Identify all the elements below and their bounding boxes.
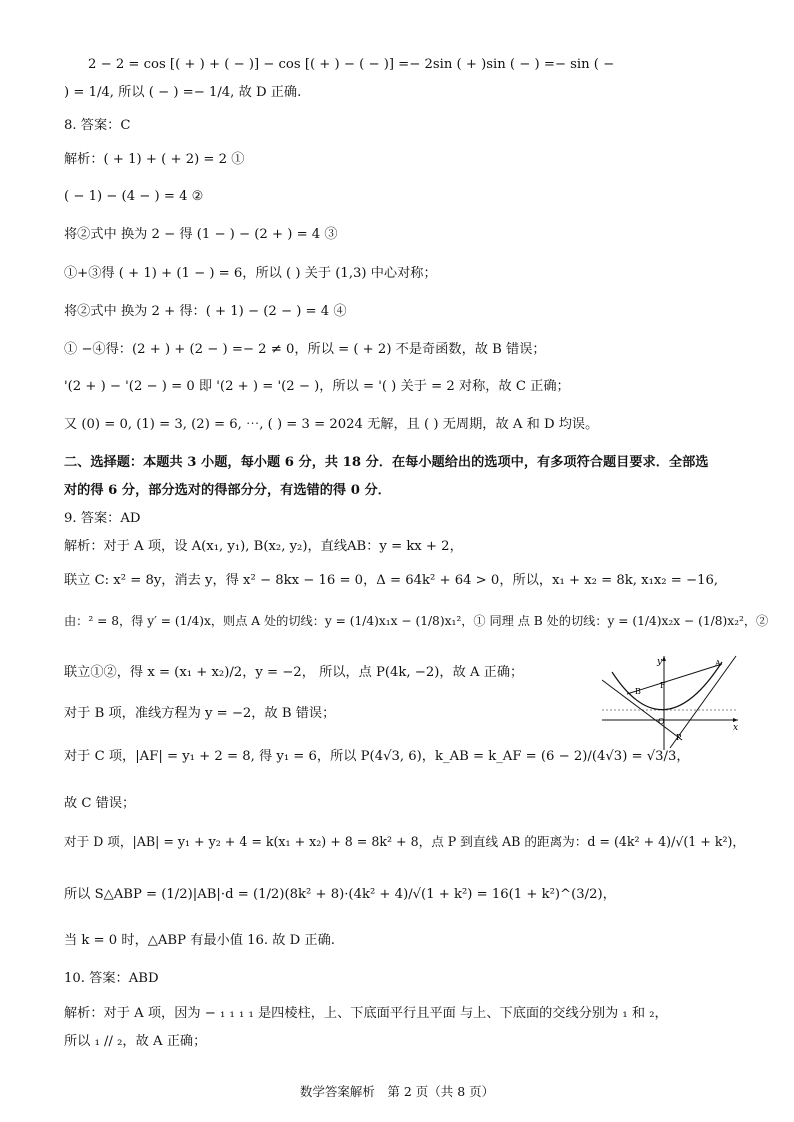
line-9: ① −④得：(2 + ) + (2 − ) =− 2 ≠ 0，所以 = ( + 2) 不是奇函数，故 B 错误； xyxy=(64,342,546,357)
page-footer: 数学答案解析 第 2 页（共 8 页） xyxy=(299,1084,495,1099)
point-O: O xyxy=(658,717,665,726)
line-7: ①+③得 ( + 1) + (1 − ) = 6，所以 ( ) 关于 (1,3) 中心对称； xyxy=(64,266,437,281)
line-15: 解析：对于 A 项，设 A(x₁, y₁), B(x₂, y₂)，直线AB：y = kx + 2， xyxy=(64,539,463,554)
point-A: A xyxy=(715,659,721,668)
parabola-figure xyxy=(602,652,742,752)
line-23: 所以 S△ABP = (1/2)|AB|·d = (1/2)(8k² + 8)·(4k² + 4)/√(1 + k²) = 16(1 + k²)^(3/2)， xyxy=(64,887,616,902)
section-heading-2: 对的得 6 分，部分选对的得部分分，有选错的得 0 分． xyxy=(64,483,391,498)
section-heading-1: 二、选择题：本题共 3 小题，每小题 6 分，共 18 分．在每小题给出的选项中，有多项符合题目要求．全部选 xyxy=(64,455,709,470)
line-16: 联立 C: x² = 8y，消去 y，得 x² − 8kx − 16 = 0，Δ = 64k² + 64 > 0，所以，x₁ + x₂ = 8k, x₁x₂ = −16, xyxy=(64,573,719,588)
line-6: 将②式中 换为 2 − 得 (1 − ) − (2 + ) = 4 ③ xyxy=(64,227,338,242)
line-17: 由：² = 8，得 y′ = (1/4)x，则点 A 处的切线：y = (1/4)x₁x − (1/8)x₁²，① 同理 点 B 处的切线：y = (1/4)x₂x − (1/8)x₂²，② xyxy=(64,614,769,628)
line-8: 将②式中 换为 2 + 得：( + 1) − (2 − ) = 4 ④ xyxy=(64,304,347,319)
axis-y-label: y xyxy=(657,657,663,667)
line-22: 对于 D 项，|AB| = y₁ + y₂ + 4 = k(x₁ + x₂) + 8 = 8k² + 8，点 P 到直线 AB 的距离为：d = (4k² + 4)/√(1 + k²)， xyxy=(64,834,746,849)
point-P: P xyxy=(676,733,682,742)
line-5: ( − 1) − (4 − ) = 4 ② xyxy=(64,189,204,204)
line-11: 又 (0) = 0, (1) = 3, (2) = 6, ⋯, ( ) = 3 = 2024 无解，且 ( ) 无周期，故 A 和 D 均误。 xyxy=(64,417,599,432)
line-18: 联立①②，得 x = (x₁ + x₂)/2，y = −2， 所以，点 P(4k, −2)，故 A 正确； xyxy=(64,665,524,680)
line-2: ) = 1/4, 所以 ( − ) =− 1/4, 故 D 正确. xyxy=(64,85,302,100)
line-21: 故 C 错误； xyxy=(64,796,136,811)
point-B: B xyxy=(635,687,641,696)
line-1: 2 − 2 = cos [( + ) + ( − )] − cos [( + ) − ( − )] =− 2sin ( + )sin ( − ) =− sin ( − xyxy=(88,57,615,72)
line-19: 对于 B 项，准线方程为 y = −2，故 B 错误； xyxy=(64,706,336,721)
line-10: '(2 + ) − '(2 − ) = 0 即 '(2 + ) = '(2 − )，所以 = '( ) 关于 = 2 对称，故 C 正确； xyxy=(64,379,570,394)
point-F: F xyxy=(660,681,666,690)
line-26: 解析：对于 A 项，因为 − ₁ ₁ ₁ ₁ 是四棱柱，上、下底面平行且平面 与上、下底面的交线分别为 ₁ 和 ₂， xyxy=(64,1006,668,1021)
answer-10: 10. 答案：ABD xyxy=(64,971,159,986)
answer-8: 8. 答案：C xyxy=(64,118,131,133)
line-27: 所以 ₁ // ₂，故 A 正确； xyxy=(64,1034,207,1049)
line-20: 对于 C 项，|AF| = y₁ + 2 = 8, 得 y₁ = 6，所以 P(4√3, 6)，k_AB = k_AF = (6 − 2)/(4√3) = √3/3， xyxy=(64,749,690,764)
answer-9: 9. 答案：AD xyxy=(64,511,141,526)
line-24: 当 k = 0 时，△ABP 有最小值 16. 故 D 正确. xyxy=(64,933,335,948)
axis-x-label: x xyxy=(733,723,739,733)
line-4: 解析：( + 1) + ( + 2) = 2 ① xyxy=(64,152,245,167)
